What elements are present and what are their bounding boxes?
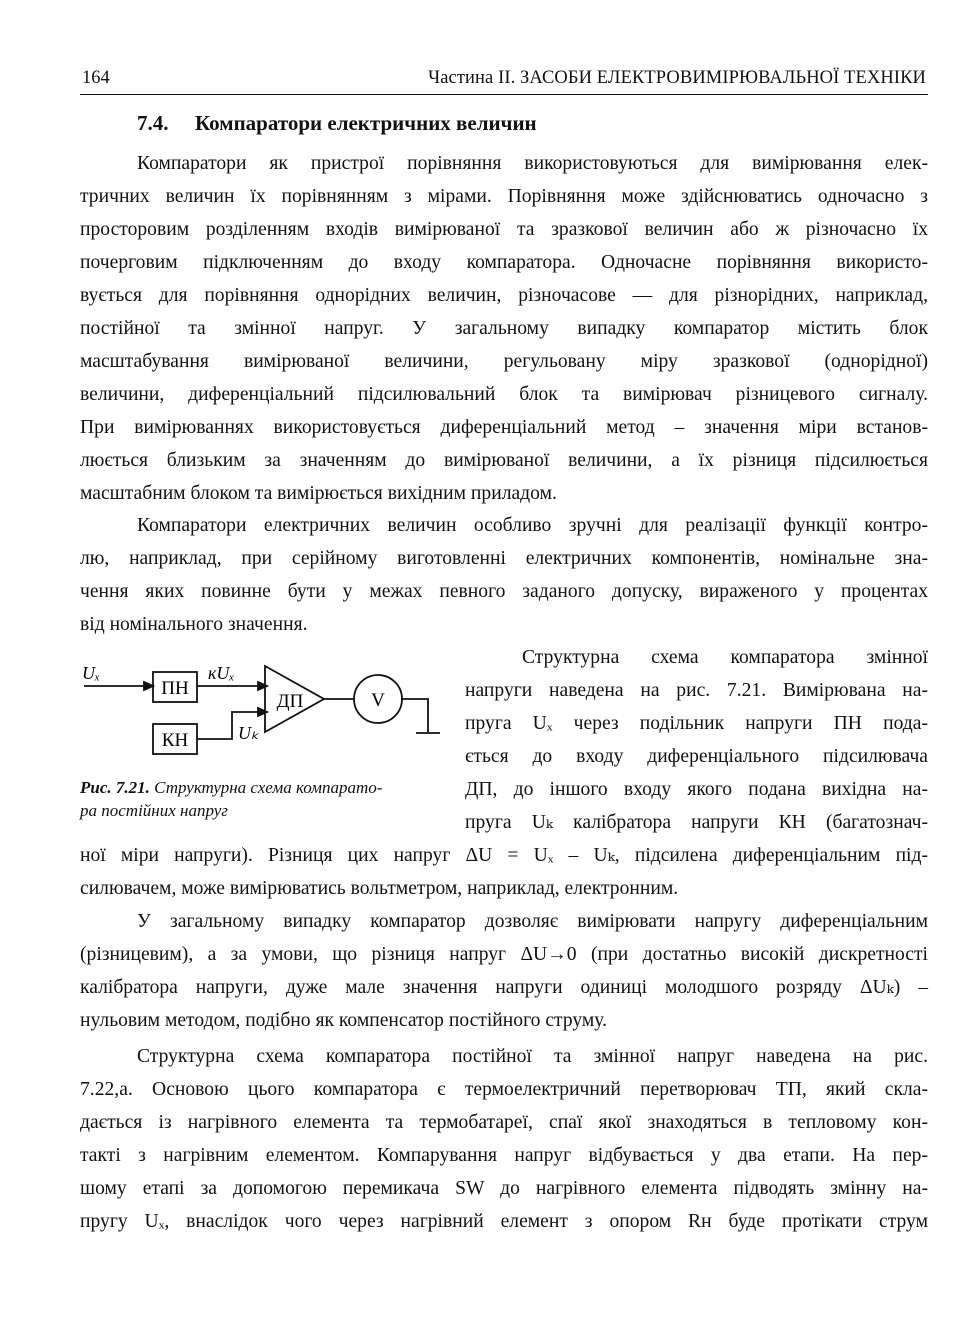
figure-caption-label: Рис. 7.21. <box>80 778 150 797</box>
figure-7-21-diagram <box>80 662 460 767</box>
voltmeter-label: V <box>371 690 385 711</box>
paragraph-3-wrap: Структурна схема компаратора змінної напруги наведена на рис. 7.21. Вимірювана на- пруга Uₓ через подільник напруги ПН пода- ється до входу диференціального підсилювача ДП, до іншого входу якого подана вихідна на- пруга Uₖ калібратора напруги КН (багатознач- <box>465 647 928 833</box>
figure-caption <box>80 776 460 822</box>
paragraph-3-rest: ної міри напруги). Різниця цих напруг ΔU = Uₓ – Uₖ, підсилена диференціальним під- силювачем, може вимірюватись вольтметром, наприклад, електронним. <box>80 845 928 899</box>
section-number: 7.4. <box>137 111 169 135</box>
scaled-input-label: кUₓ <box>208 663 235 683</box>
calibrator-label: КН <box>161 730 189 751</box>
amplifier-label: ДП <box>276 691 304 712</box>
page-number: 164 <box>82 68 110 88</box>
paragraph-1: Компаратори як пристрої порівняння використовуються для вимірювання елек- тричних величин їх порівнянням з мірами. Порівняння може здійснюватись одночасно з просторовим розділенням входів вимірюваної та зразкової величин або ж різночасно їх почерговим підключенням до входу компаратора. Одночасне порівняння використо- вується для порівняння однорідних величин, різночасове — для різнорідних, наприклад, постійної та змінної напруг. У загальному випадку компаратор містить блок масштабування вимірюваної величини, регульовану міру зразкової (однорідної) величини, диференціальний підсилювальний блок та вимірювач різницевого сигналу. При вимірюваннях використовується диференціальний метод – значення міри встанов- люється близьким за значенням до вимірюваної величини, а їх різниця підсилюється масштабним блоком та вимірюється вихідним приладом. <box>80 153 928 504</box>
calibrator-output-label: Uₖ <box>238 723 259 743</box>
running-title: Частина ІІ. ЗАСОБИ ЕЛЕКТРОВИМІРЮВАЛЬНОЇ ТЕХНІКИ <box>428 68 926 88</box>
input-label: Uₓ <box>82 663 101 683</box>
paragraph-5: Структурна схема компаратора постійної та змінної напруг наведена на рис. 7.22,а. Основою цього компаратора є термоелектричний перетворювач ТП, який скла- дається із нагрівного елемента та термобатареї, спаї якої знаходяться в тепловому кон- такті з нагрівним елементом. Компарування напруг відбувається у два етапи. На пер- шому етапі за допомогою перемикача SW до нагрівного елемента підводять змінну на- пругу Uₓ, внаслідок чого через нагрівний елемент з опором Rн буде протікати струм <box>80 1046 928 1232</box>
figure-caption-text-2: ра постійних напруг <box>80 801 228 820</box>
paragraph-2: Компаратори електричних величин особливо зручні для реалізації функції контро- лю, наприклад, при серійному виготовленні електричних компонентів, номінальне зна- чення яких повинне бути у межах певного заданого допуску, вираженого у процентах від номінального значення. <box>80 515 928 635</box>
section-heading <box>137 111 537 136</box>
section-title: Компаратори електричних величин <box>195 111 537 135</box>
figure-caption-text: Структурна схема компарато- <box>154 778 383 797</box>
page-header <box>80 68 928 95</box>
paragraph-4: У загальному випадку компаратор дозволяє вимірювати напругу диференціальним (різницевим), а за умови, що різниця напруг ΔU→0 (при достатньо високій дискретності калібратора напруги, дуже мале значення напруги одиниці молодшого розряду ΔUₖ) – нульовим методом, подібно як компенсатор постійного струму. <box>80 911 928 1031</box>
divider-label: ПН <box>161 678 189 699</box>
